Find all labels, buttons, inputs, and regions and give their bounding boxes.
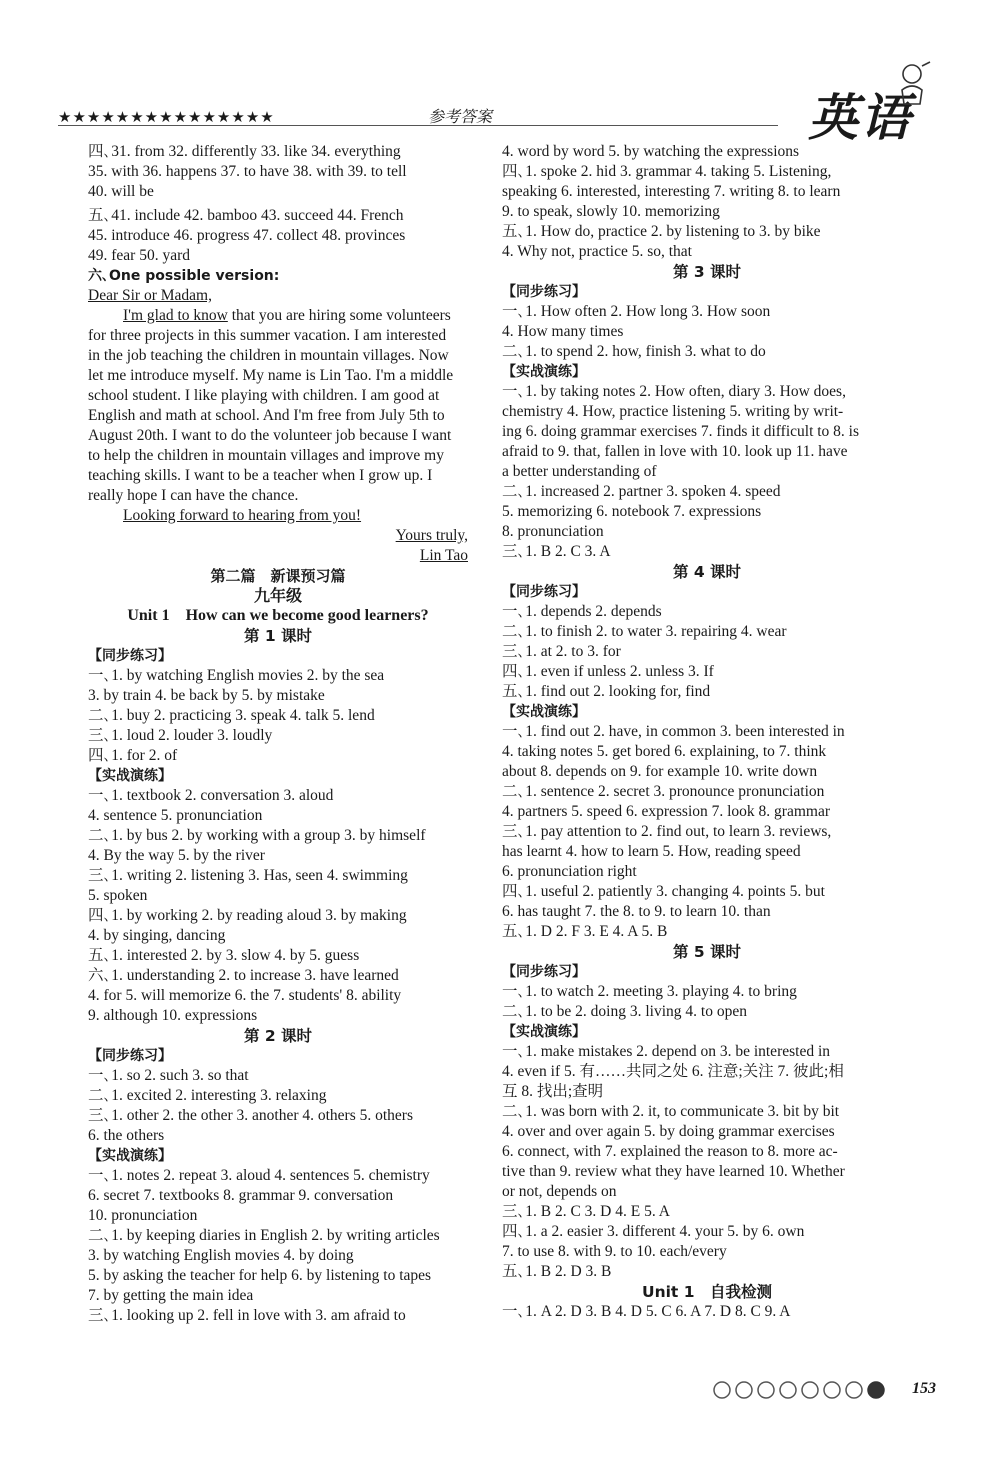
answer-line: 5. by asking the teacher for help 6. by listening to tapes [88,1267,432,1284]
answer-line: speaking 6. interested, interesting 7. writing 8. to learn [502,183,841,200]
answer-line: 一､1. find out 2. have, in common 3. been interested in [502,723,845,740]
answer-line: 一､1. by watching English movies 2. by the sea [88,667,385,684]
answer-line: 五､41. include 42. bamboo 43. succeed 44. French [88,207,404,224]
left-column [88,142,468,1326]
answer-line: 3. by train 4. be back by 5. by mistake [88,687,325,704]
answer-line: tive than 9. review what they have learned 10. Whether [502,1163,845,1180]
answer-line: a better understanding of [502,463,657,480]
brand-logo: 英语 [808,88,912,147]
section-label: 【实战演练】 [502,704,586,720]
answer-line: 五､1. D 2. F 3. E 4. A 5. B [502,923,668,940]
unit-title: Unit 1 How can we become good learners? [127,607,429,624]
answer-line: has learnt 4. how to learn 5. How, reading speed [502,843,801,860]
section-label: 六､One possible version: [88,268,280,284]
header-title: 参考答案 [428,107,493,126]
answer-line: 五､1. B 2. D 3. B [502,1263,612,1280]
answer-line: 二､1. excited 2. interesting 3. relaxing [88,1087,327,1104]
answer-line: 4. partners 5. speed 6. expression 7. look 8. grammar [502,803,831,820]
footer-circles-icon [712,1378,912,1407]
lesson-title: 第 1 课时 [243,627,313,645]
answer-line: 49. fear 50. yard [88,247,190,264]
answer-line: 8. pronunciation [502,523,604,540]
answer-line: 四､1. spoke 2. hid 3. grammar 4. taking 5. Listening, [502,163,832,180]
answer-line: 4. sentence 5. pronunciation [88,807,263,824]
answer-line: chemistry 4. How, practice listening 5. writing by writ- [502,403,844,420]
grade-title: 九年级 [253,586,302,605]
part-title: 第二篇 新课预习篇 [210,567,346,585]
answer-line: 三､1. pay attention to 2. find out, to learn 3. reviews, [502,823,832,840]
answer-line: 五､1. find out 2. looking for, find [502,683,711,700]
answer-line: 二､1. was born with 2. it, to communicate 3. bit by bit [502,1103,840,1120]
answer-line: 二､1. by keeping diaries in English 2. by writing articles [88,1227,440,1244]
letter-greeting: Dear Sir or Madam, [88,287,212,304]
answer-line: 二､1. by bus 2. by working with a group 3. by himself [88,827,426,844]
answer-line: 5. memorizing 6. notebook 7. expressions [502,503,762,520]
answer-line: 四､1. even if unless 2. unless 3. If [502,663,714,680]
answer-line: 4. Why not, practice 5. so, that [502,243,692,260]
answer-line: 一､1. notes 2. repeat 3. aloud 4. sentences 5. chemistry [88,1167,430,1184]
section-label: 【同步练习】 [502,964,586,980]
header-stars: ★★★★★★★★★★★★★★★ [58,108,275,126]
section-label: 【实战演练】 [502,1024,586,1040]
answer-line: 五､1. How do, practice 2. by listening to 3. by bike [502,223,821,240]
header-rule [58,125,778,126]
letter-line: August 20th. I want to do the volunteer job because I want [88,427,452,444]
answer-line: 一､1. so 2. such 3. so that [88,1067,249,1084]
section-label: 【同步练习】 [502,584,586,600]
letter-line: to help the children in mountain villages and improve my [88,447,444,464]
letter-signoff: Yours truly, [395,527,468,544]
section-label: 【实战演练】 [88,1148,172,1164]
lesson-title: 第 4 课时 [672,563,742,581]
answer-line: 一､1. textbook 2. conversation 3. aloud [88,787,334,804]
answer-line: 一､1. depends 2. depends [502,603,662,620]
right-column [502,142,912,1322]
answer-line: 3. by watching English movies 4. by doing [88,1247,354,1264]
letter-line: really hope I can have the chance. [88,487,299,504]
answer-line: about 8. depends on 9. for example 10. write down [502,763,818,780]
letter-line: in the job teaching the children in mountain villages. Now [88,347,449,364]
section-label: 【实战演练】 [502,364,586,380]
letter-underlined-phrase: I'm glad to know [123,307,228,324]
answer-line: 6. has taught 7. the 8. to 9. to learn 10. than [502,903,771,920]
answer-line: 4. How many times [502,323,624,340]
letter-line: let me introduce myself. My name is Lin Tao. I'm a middle [88,367,454,384]
answer-line: 4. over and over again 5. by doing grammar exercises [502,1123,835,1140]
letter-closing: Looking forward to hearing from you! [123,507,362,524]
answer-line: 7. by getting the main idea [88,1287,254,1304]
answer-line: ing 6. doing grammar exercises 7. finds it difficult to 8. is [502,423,860,440]
answer-line: 40. will be [88,183,154,200]
answer-line: 6. the others [88,1127,165,1144]
cartoon-icon [892,60,932,113]
answer-line: 9. although 10. expressions [88,1007,258,1024]
lesson-title: 第 3 课时 [672,263,742,281]
answer-line: 4. even if 5. 有……共同之处 6. 注意;关注 7. 彼此;相 [502,1063,844,1080]
answer-line: 三､1. writing 2. listening 3. Has, seen 4. swimming [88,867,408,884]
section-label: 【同步练习】 [88,648,172,664]
answer-line: 互 8. 找出;查明 [502,1083,604,1100]
answer-line: 6. connect, with 7. explained the reason to 8. more ac- [502,1143,838,1160]
letter-line: school student. I like playing with children. I am good at [88,387,440,404]
answer-line: 二､1. to finish 2. to water 3. repairing 4. wear [502,623,787,640]
answer-line: 三､1. other 2. the other 3. another 4. others 5. others [88,1107,413,1124]
answer-line: 二､1. sentence 2. secret 3. pronounce pronunciation [502,783,825,800]
answer-line: 二､1. increased 2. partner 3. spoken 4. speed [502,483,781,500]
lesson-title: 第 2 课时 [243,1027,313,1045]
answer-line: 6. secret 7. textbooks 8. grammar 9. conversation [88,1187,394,1204]
letter-signature: Lin Tao [419,547,468,564]
answer-line: 一､1. to watch 2. meeting 3. playing 4. to bring [502,983,797,1000]
letter-line: English and math at school. And I'm free from July 5th to [88,407,445,424]
section-label: 【实战演练】 [88,768,172,784]
answer-line: 7. to use 8. with 9. to 10. each/every [502,1243,727,1260]
selftest-title: Unit 1 自我检测 [641,1283,773,1301]
answer-line: 35. with 36. happens 37. to have 38. with 39. to tell [88,163,407,180]
answer-line: 三､1. B 2. C 3. A [502,543,611,560]
answer-line: 四､1. useful 2. patiently 3. changing 4. points 5. but [502,883,825,900]
answer-line: 三､1. loud 2. louder 3. loudly [88,727,273,744]
answer-line: 4. By the way 5. by the river [88,847,265,864]
answer-line: 六､1. understanding 2. to increase 3. have learned [88,967,399,984]
section-label: 【同步练习】 [502,284,586,300]
answer-line: 二､1. to spend 2. how, finish 3. what to do [502,343,766,360]
answer-line: 四､1. for 2. of [88,747,178,764]
answer-line: 9. to speak, slowly 10. memorizing [502,203,720,220]
answer-line: 一､1. by taking notes 2. How often, diary 3. How does, [502,383,846,400]
answer-line: 四､1. a 2. easier 3. different 4. your 5. by 6. own [502,1223,805,1240]
answer-line: 四､31. from 32. differently 33. like 34. everything [88,143,401,160]
answer-line: 5. spoken [88,887,148,904]
answer-line: 10. pronunciation [88,1207,198,1224]
answer-line: 6. pronunciation right [502,863,637,880]
letter-text: that you are hiring some volunteers [227,307,451,324]
letter-line: teaching skills. I want to be a teacher when I grow up. I [88,467,433,484]
answer-line: 一､1. How often 2. How long 3. How soon [502,303,771,320]
lesson-title: 第 5 课时 [672,943,742,961]
answer-line: 4. by singing, dancing [88,927,226,944]
answer-line: afraid to 9. that, fallen in love with 10. look up 11. have [502,443,848,460]
answer-line: 五､1. interested 2. by 3. slow 4. by 5. guess [88,947,360,964]
answer-line: 4. taking notes 5. get bored 6. explaining, to 7. think [502,743,827,760]
answer-line: 4. for 5. will memorize 6. the 7. students' 8. ability [88,987,402,1004]
page-number: 153 [912,1380,936,1397]
answer-line: 一､1. A 2. D 3. B 4. D 5. C 6. A 7. D 8. C 9. A [502,1303,791,1320]
answer-line: or not, depends on [502,1183,617,1200]
answer-line: 四､1. by working 2. by reading aloud 3. by making [88,907,407,924]
answer-line: 4. word by word 5. by watching the expressions [502,143,800,160]
answer-line: 一､1. make mistakes 2. depend on 3. be interested in [502,1043,831,1060]
answer-line: 45. introduce 46. progress 47. collect 48. provinces [88,227,406,244]
section-label: 【同步练习】 [88,1048,172,1064]
answer-line: 三､1. B 2. C 3. D 4. E 5. A [502,1203,670,1220]
letter-line: for three projects in this summer vacation. I am interested [88,327,447,344]
answer-line: 三､1. at 2. to 3. for [502,643,621,660]
answer-line: 三､1. looking up 2. fell in love with 3. am afraid to [88,1307,406,1324]
letter-line [88,306,468,326]
answer-line: 二､1. buy 2. practicing 3. speak 4. talk 5. lend [88,707,375,724]
answer-line: 二､1. to be 2. doing 3. living 4. to open [502,1003,747,1020]
